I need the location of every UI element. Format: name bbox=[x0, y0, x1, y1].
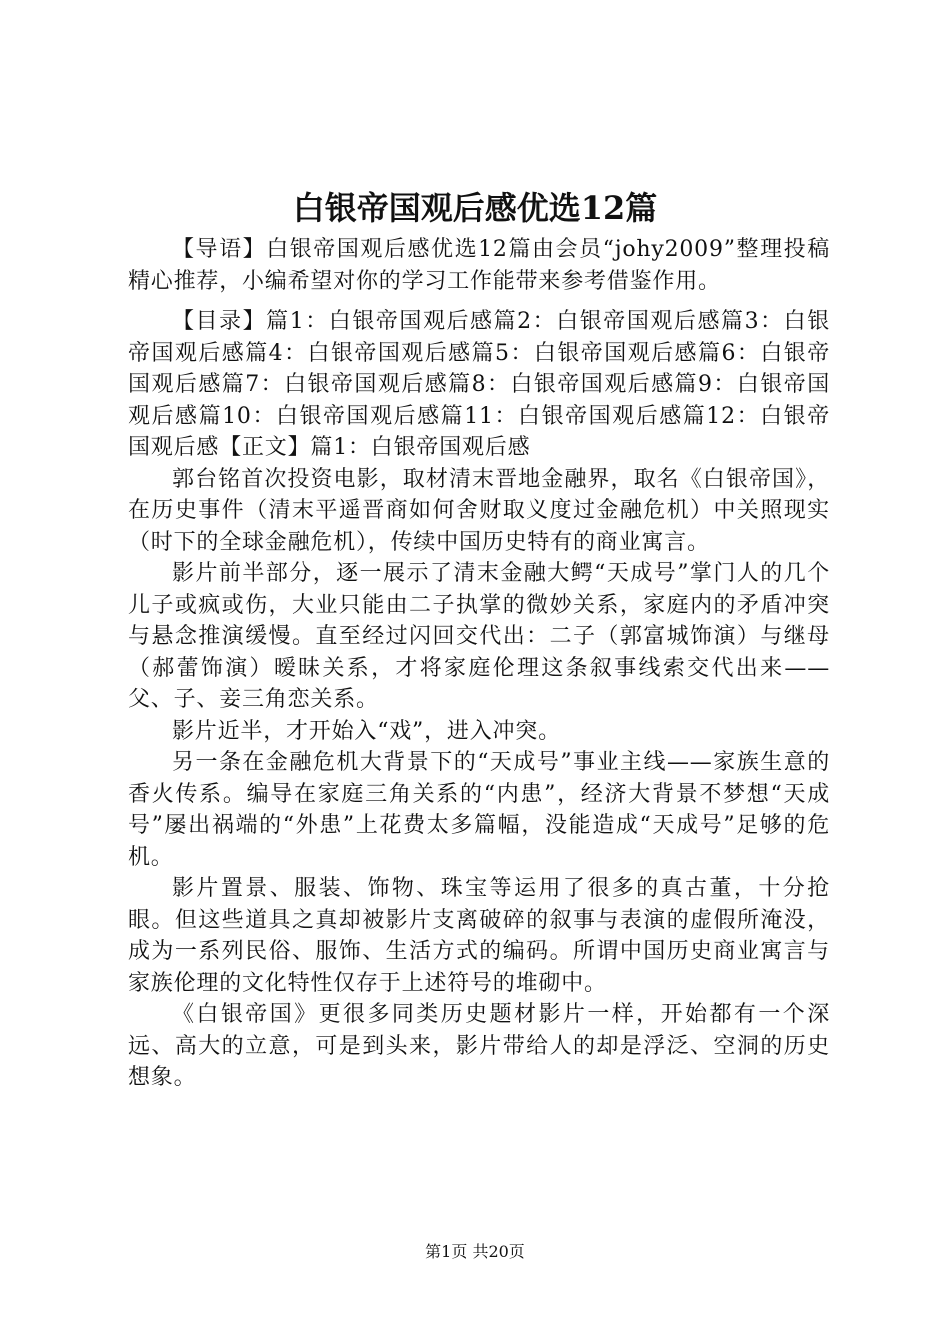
body-paragraph: 影片近半，才开始入“戏”，进入冲突。 bbox=[172, 718, 561, 744]
intro-paragraph: 【导语】白银帝国观后感优选12篇由会员“johy2009”整理投稿精心推荐，小编希望对你的学习工作能带来参考借鉴作用。 bbox=[128, 237, 830, 294]
body-paragraph: 《白银帝国》更很多同类历史题材影片一样，开始都有一个深远、高大的立意，可是到头来，影片带给人的却是浮泛、空洞的历史想象。 bbox=[128, 1002, 830, 1090]
document-title: 白银帝国观后感优选12篇 bbox=[292, 189, 658, 227]
page-footer: 第1页 共20页 bbox=[425, 1242, 525, 1261]
body-paragraph: 郭台铭首次投资电影，取材清末晋地金融界，取名《白银帝国》，在历史事件（清末平遥晋商如何舍财取义度过金融危机）中关照现实（时下的全球金融危机），传续中国历史特有的商业寓言。 bbox=[128, 466, 830, 555]
body-paragraph: 影片前半部分，逐一展示了清末金融大鳄“天成号”掌门人的几个儿子或疯或伤，大业只能由二子执掌的微妙关系，家庭内的矛盾冲突与悬念推演缓慢。直至经过闪回交代出：二子（郭富城饰演）与继母（郝蕾饰演）暧昧关系，才将家庭伦理这条叙事线索交代出来——父、子、妾三角恋关系。 bbox=[128, 561, 830, 712]
table-of-contents: 【目录】篇1：白银帝国观后感篇2：白银帝国观后感篇3：白银帝国观后感篇4：白银帝国观后感篇5：白银帝国观后感篇6：白银帝国观后感篇7：白银帝国观后感篇8：白银帝国观后感篇9：白银帝国观后感篇10：白银帝国观后感篇11：白银帝国观后感篇12：白银帝国观后感【正文】篇1：白银帝国观后感 bbox=[128, 309, 830, 460]
body-paragraph: 影片置景、服装、饰物、珠宝等运用了很多的真古董，十分抢眼。但这些道具之真却被影片支离破碎的叙事与表演的虚假所淹没，成为一系列民俗、服饰、生活方式的编码。所谓中国历史商业寓言与家族伦理的文化特性仅存于上述符号的堆砌中。 bbox=[128, 876, 830, 996]
document-body bbox=[128, 234, 830, 1094]
body-paragraph: 另一条在金融危机大背景下的“天成号”事业主线——家族生意的香火传系。编导在家庭三角关系的“内患”，经济大背景不梦想“天成号”屡出祸端的“外患”上花费太多篇幅，没能造成“天成号”足够的危机。 bbox=[128, 750, 830, 870]
